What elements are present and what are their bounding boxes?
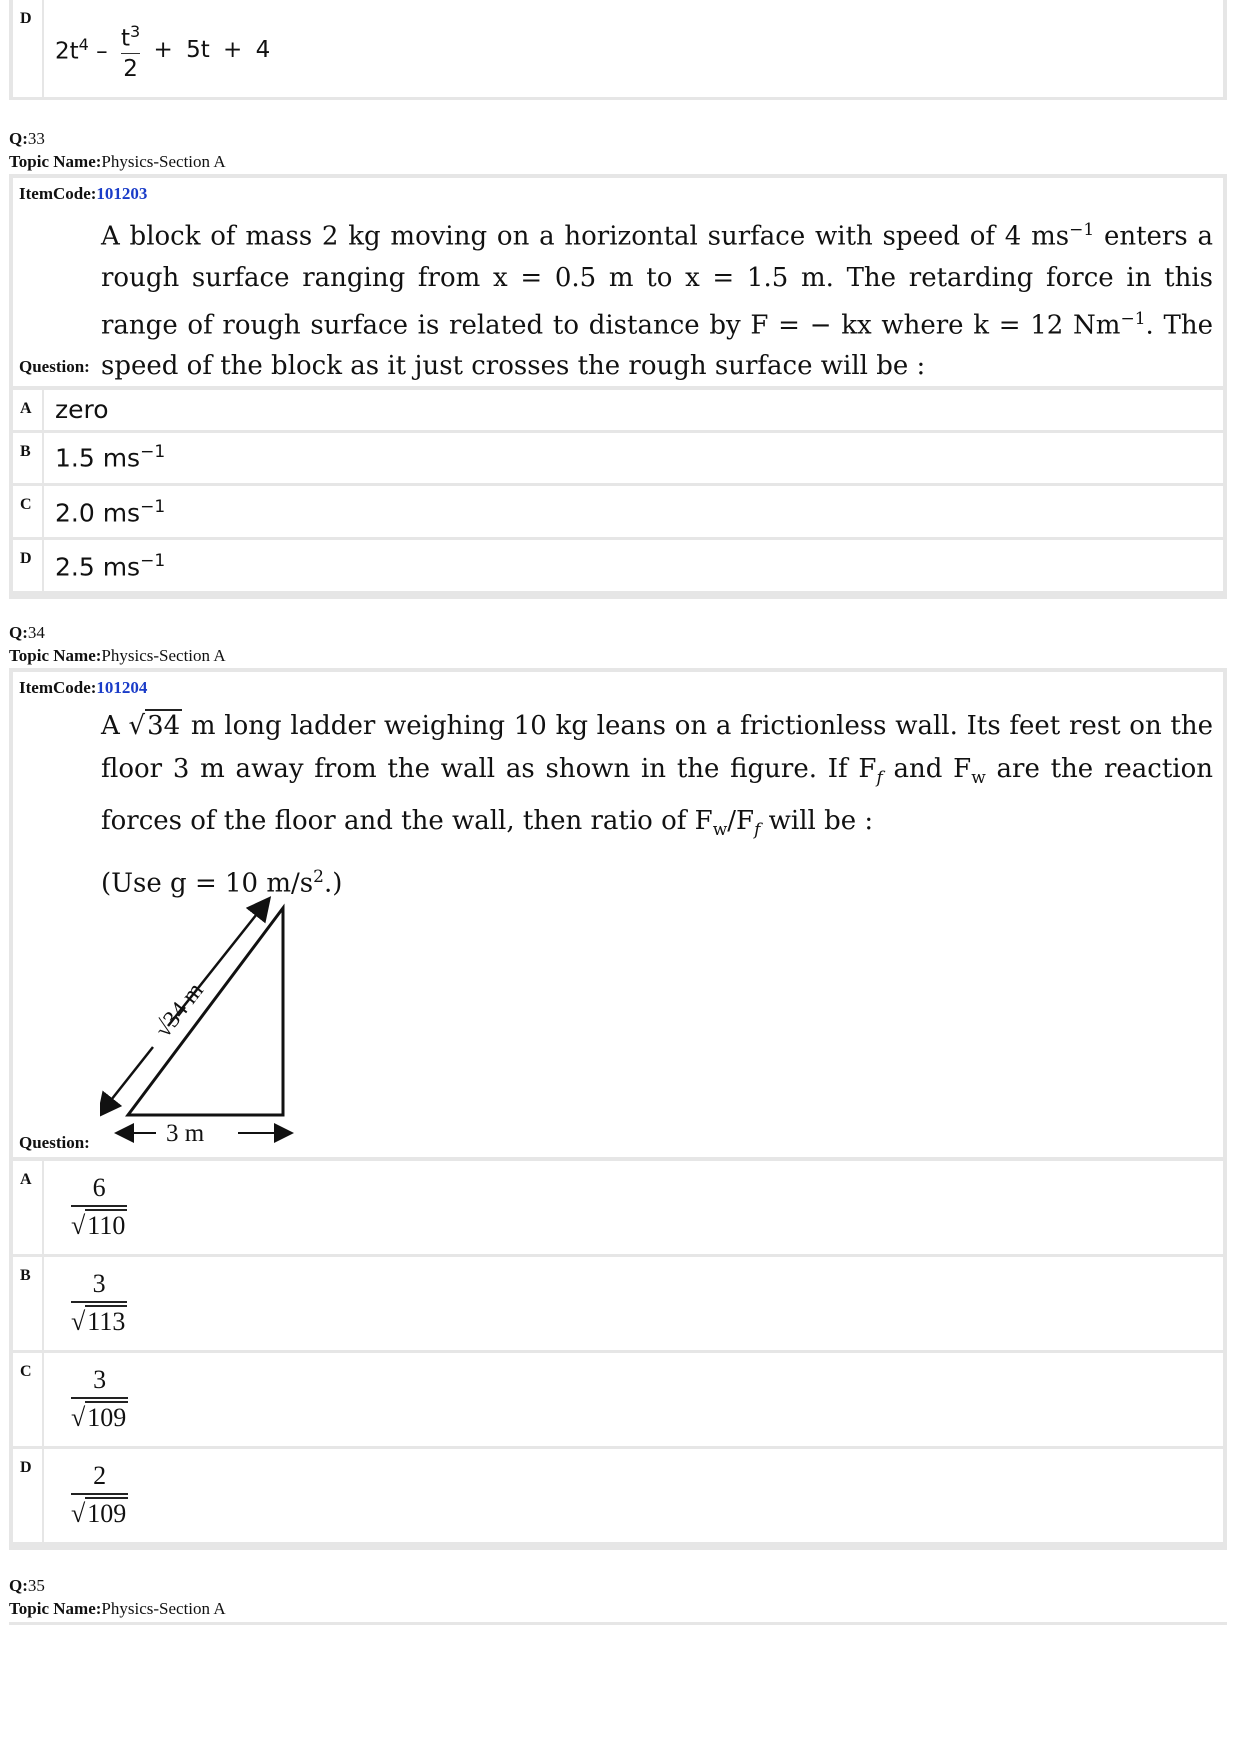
q34-number [9, 622, 45, 644]
sqrt-symbol: √34 [128, 711, 181, 741]
option-value [55, 442, 165, 472]
stem-text: A [101, 711, 129, 741]
stem-sub: w [712, 820, 728, 841]
option-sup: −1 [140, 497, 166, 517]
option-sup: −1 [140, 551, 166, 571]
expr-minus: – [96, 38, 108, 65]
option-value [55, 551, 165, 581]
ladder-length-label: √34 m [150, 977, 209, 1043]
q34-stem [101, 705, 1213, 906]
option-letter: C [13, 486, 44, 537]
topic-label: Topic Name: [9, 1599, 102, 1618]
q-num: 35 [27, 1576, 45, 1595]
topic-name: Physics-Section A [101, 152, 226, 171]
q33-itemcode [19, 184, 147, 204]
itemcode-value[interactable]: 101204 [96, 678, 148, 697]
q33-bottom-rule [9, 594, 1227, 599]
fraction-denominator: √109 [71, 1493, 128, 1531]
topic-name: Physics-Section A [101, 646, 226, 665]
q34-option-a[interactable] [9, 1161, 1227, 1257]
expr-term: 2t [55, 38, 79, 65]
frac-num-exp: 3 [130, 22, 141, 41]
stem-sup: 2 [313, 867, 324, 888]
option-letter: C [13, 1353, 44, 1446]
q34-option-c[interactable] [9, 1353, 1227, 1449]
q34-option-b[interactable] [9, 1257, 1227, 1353]
stem-sub: f [876, 768, 883, 789]
q-label: Q: [9, 129, 28, 148]
option-letter: B [13, 1257, 44, 1350]
q33-option-a[interactable] [9, 390, 1227, 433]
fraction-numerator: 2 [93, 1461, 107, 1490]
q33-topic [9, 151, 226, 173]
q33-option-d[interactable] [9, 540, 1227, 594]
stem-sup: −1 [1069, 220, 1095, 240]
ladder-length-arrow-lower [100, 1047, 153, 1114]
option-letter: B [13, 433, 44, 483]
stem-text: enters a rough surface ranging from x = 0.5 m to x = 1.5 m. The retarding force in this range of rough surface is related to distance by F = − kx where k = 12 Nm [101, 221, 1213, 341]
q-num: 34 [27, 623, 45, 642]
option-value [55, 497, 165, 527]
fraction-numerator: 3 [93, 1365, 107, 1394]
sqrt-radicand: 34 [147, 711, 181, 741]
q-num: 33 [27, 129, 45, 148]
q-label: Q: [9, 623, 28, 642]
topic-name: Physics-Section A [101, 1599, 226, 1618]
option-letter: D [13, 0, 44, 97]
option-text: 2.0 ms [55, 498, 141, 528]
option-text: 1.5 ms [55, 443, 141, 473]
q34-topic [9, 645, 226, 667]
ladder-triangle [128, 908, 283, 1115]
fraction-numerator: 3 [92, 1269, 106, 1298]
option-value [71, 1171, 127, 1243]
q34-itemcode [19, 678, 147, 698]
option-text: zero [55, 395, 109, 424]
sqrt-radicand: 109 [87, 1403, 127, 1432]
q33-question-label: Question: [19, 357, 90, 376]
stem-text: (Use g = 10 m/s [101, 869, 314, 900]
q35-number [9, 1575, 45, 1597]
q33-option-b[interactable] [9, 433, 1227, 486]
sqrt-radicand: 110 [87, 1211, 126, 1240]
q35-top-rule [9, 1622, 1227, 1625]
prev-option-d[interactable] [9, 0, 1227, 100]
frac-num: t [120, 25, 130, 52]
stem-sup: −1 [1120, 308, 1146, 329]
q34-bottom-rule [9, 1545, 1227, 1550]
base-length-label: 3 m [166, 1120, 205, 1147]
stem-sub: w [971, 768, 986, 789]
expr-rest: + 5t + 4 [153, 36, 271, 63]
option-text: 2.5 ms [55, 552, 141, 582]
prev-option-d-expression [55, 18, 270, 82]
option-sup: −1 [140, 442, 166, 462]
fraction-denominator: √113 [71, 1301, 127, 1339]
option-letter: D [13, 540, 44, 591]
stem-sub: f [754, 820, 761, 841]
frac-den: 2 [121, 53, 140, 82]
expr-fraction [121, 18, 140, 82]
topic-label: Topic Name: [9, 646, 102, 665]
q35-topic [9, 1598, 226, 1620]
ladder-figure [100, 890, 310, 1150]
option-value [71, 1459, 128, 1531]
stem-text: will be : [760, 806, 874, 837]
stem-text: /F [727, 806, 755, 837]
topic-label: Topic Name: [9, 152, 102, 171]
stem-text: .) [323, 869, 343, 900]
stem-text: m long ladder weighing 10 kg leans on a frictionless wall. Its feet rest on the floor 3 m away from the wall as shown in the figure. If F [101, 711, 1213, 784]
itemcode-value[interactable]: 101203 [96, 184, 148, 203]
option-letter: D [13, 1449, 44, 1542]
stem-text: . The speed of the block as it just crosses the rough surface will be : [101, 310, 1213, 382]
option-value [71, 1267, 127, 1339]
q34-question-label: Question: [19, 1133, 90, 1152]
fraction-denominator: √109 [71, 1397, 128, 1435]
q34-option-d[interactable] [9, 1449, 1227, 1545]
itemcode-label: ItemCode: [19, 678, 97, 697]
itemcode-label: ItemCode: [19, 184, 97, 203]
q33-option-c[interactable] [9, 486, 1227, 540]
fraction-denominator: √110 [71, 1205, 127, 1243]
option-value [71, 1363, 128, 1435]
fraction-numerator: 6 [92, 1173, 106, 1202]
q33-stem [101, 210, 1213, 387]
stem-text: and F [882, 754, 972, 784]
stem-text: A block of mass 2 kg moving on a horizontal surface with speed of 4 ms [101, 221, 1070, 252]
sqrt-radicand: 109 [87, 1499, 127, 1528]
sqrt-radicand: 113 [87, 1307, 126, 1336]
expr-exp: 4 [78, 35, 89, 54]
option-letter: A [13, 1161, 44, 1254]
stem-text: are the reaction forces of the floor and the wall, then ratio of F [101, 754, 1213, 837]
q33-number [9, 128, 45, 150]
option-letter: A [13, 390, 44, 430]
q-label: Q: [9, 1576, 28, 1595]
